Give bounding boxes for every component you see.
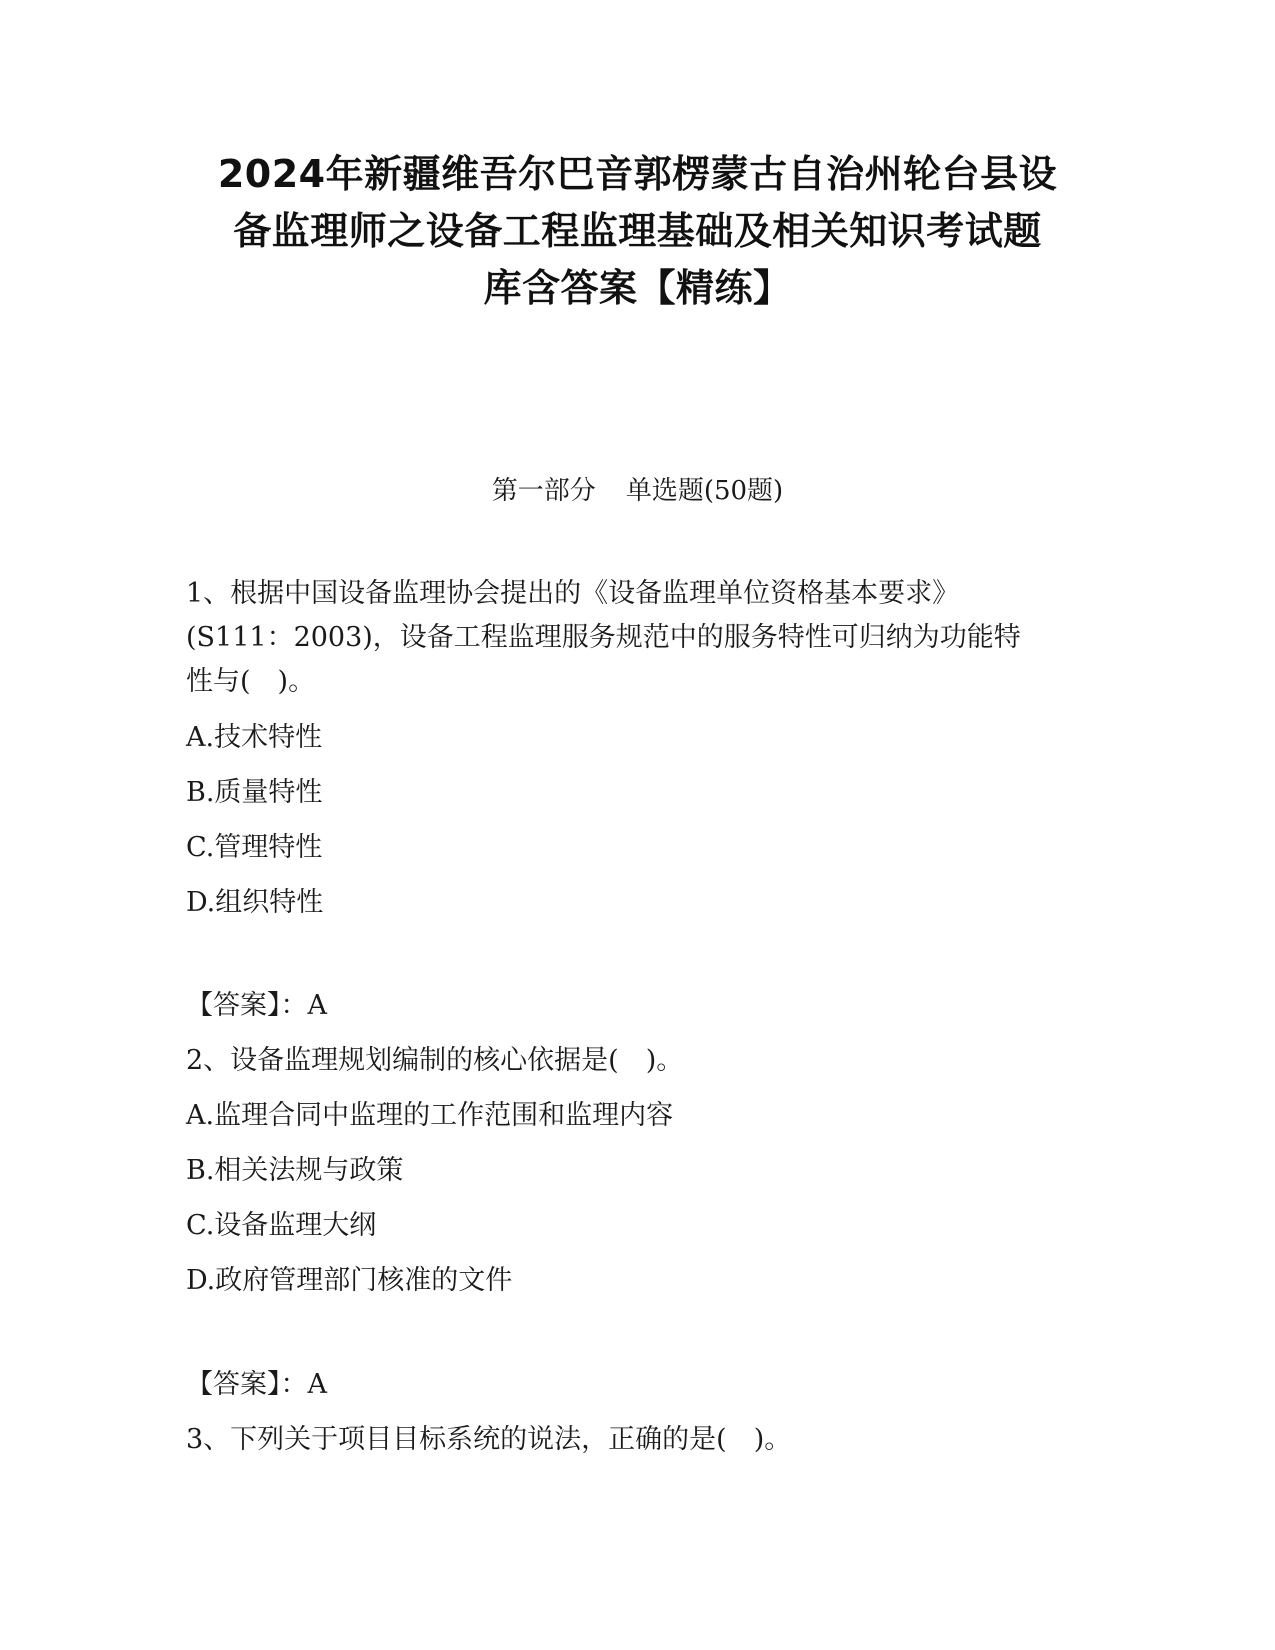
question-1-options	[186, 710, 1086, 930]
question-3-stem	[186, 1412, 1086, 1467]
question-2-stem	[186, 1033, 1086, 1088]
question-1-answer	[186, 978, 1086, 1033]
question-stem-line: (S111：2003)，设备工程监理服务规范中的服务特性可归纳为功能特	[186, 622, 1021, 653]
answer-text: 【答案】：A	[186, 990, 327, 1021]
option-b: B.相关法规与政策	[186, 1155, 404, 1186]
option-d: D.政府管理部门核准的文件	[186, 1265, 513, 1296]
question-1-stem	[186, 572, 1086, 704]
option-c: C.设备监理大纲	[186, 1210, 377, 1241]
answer-text: 【答案】：A	[186, 1369, 327, 1400]
question-2-options	[186, 1088, 1086, 1308]
title-line: 备监理师之设备工程监理基础及相关知识考试题	[233, 209, 1042, 253]
option-a: A.技术特性	[186, 722, 323, 753]
option-c: C.管理特性	[186, 832, 323, 863]
section-heading	[0, 474, 1275, 508]
option-b: B.质量特性	[186, 777, 323, 808]
question-stem-line: 2、设备监理规划编制的核心依据是( )。	[186, 1045, 684, 1076]
question-2-answer	[186, 1357, 1086, 1412]
title-line: 2024年新疆维吾尔巴音郭楞蒙古自治州轮台县设	[217, 152, 1058, 196]
title-line: 库含答案【精练】	[483, 266, 792, 310]
question-stem-line: 1、根据中国设备监理协会提出的《设备监理单位资格基本要求》	[186, 578, 960, 609]
option-a: A.监理合同中监理的工作范围和监理内容	[186, 1100, 674, 1131]
section-part: 第一部分	[491, 476, 596, 506]
section-type: 单选题(50题)	[625, 476, 784, 506]
document-title	[160, 146, 1115, 317]
question-stem-line: 性与( )。	[186, 666, 316, 697]
option-d: D.组织特性	[186, 887, 324, 918]
question-stem-line: 3、下列关于项目目标系统的说法，正确的是( )。	[186, 1424, 792, 1455]
